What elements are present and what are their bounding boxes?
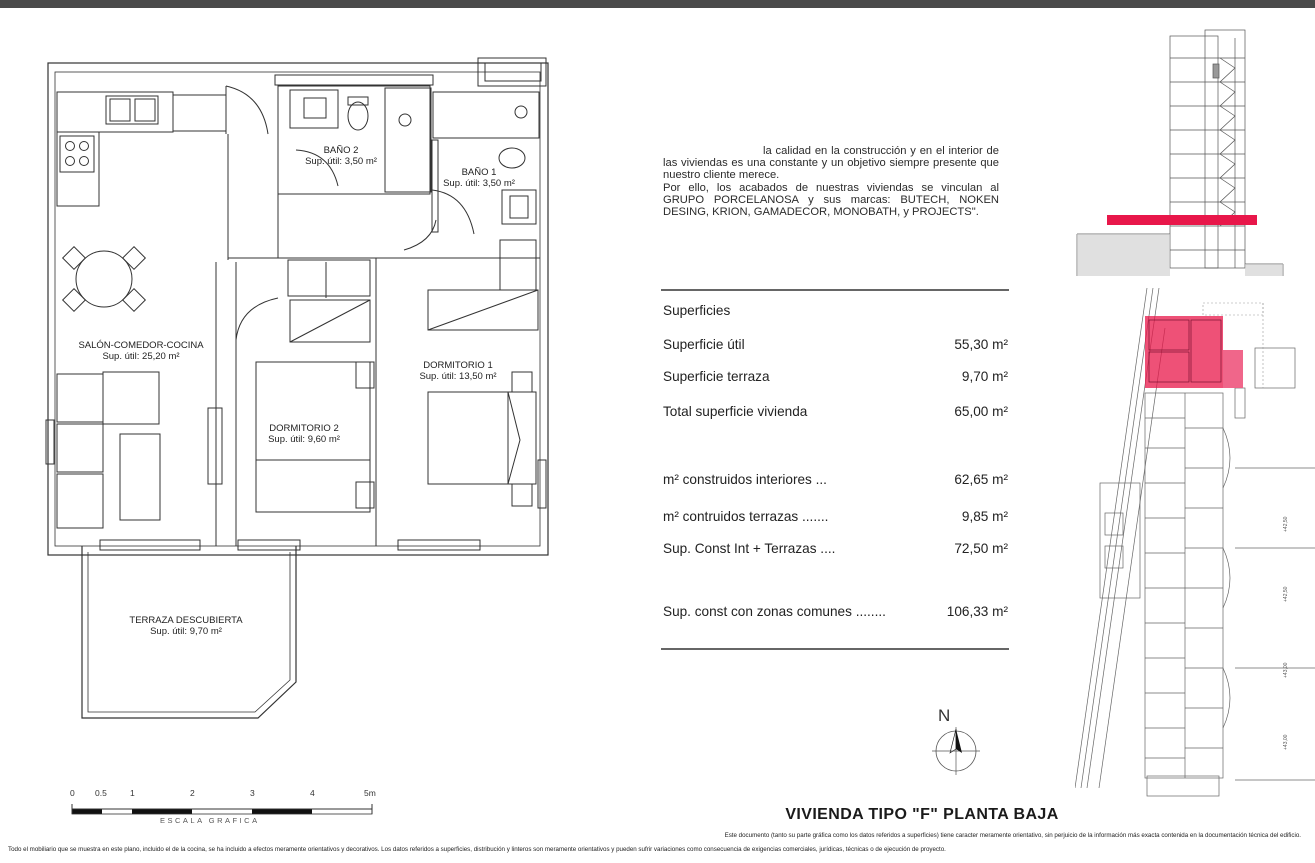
page-title: VIVIENDA TIPO "F" PLANTA BAJA [785, 806, 1059, 823]
scale-tick: 2 [190, 788, 195, 798]
room-area: Sup. útil: 9,60 m² [268, 434, 340, 445]
room-area: Sup. útil: 3,50 m² [443, 178, 515, 189]
site-elevation-label: +43,00 [1283, 662, 1289, 678]
room-area: Sup. útil: 3,50 m² [305, 156, 377, 167]
row-label: Superficie terraza [663, 369, 770, 384]
room-area: Sup. útil: 9,70 m² [150, 626, 222, 637]
site-elevation-label: +43,00 [1283, 734, 1289, 750]
room-name: BAÑO 1 [461, 167, 497, 178]
floor-plan [0, 0, 560, 760]
scale-tick: 0.5 [95, 788, 107, 798]
room-name: DORMITORIO 1 [423, 360, 493, 371]
table-rule [661, 289, 1009, 291]
row-value: 55,30 m² [954, 337, 1008, 352]
scale-tick: 0 [70, 788, 75, 798]
description-line: Por ello, los acabados de nuestras viviendas se vinculan al GRUPO PORCELANOSA y sus marcas: BUTECH, NOKEN DESING, KRION, GAMADECOR, MONOBATH, y PROJECTS". [663, 181, 999, 219]
room-label-terraza [116, 615, 256, 637]
scale-tick: 1 [130, 788, 135, 798]
scale-tick: 4 [310, 788, 315, 798]
surfaces-table [661, 289, 1009, 653]
row-value: 65,00 m² [954, 404, 1008, 419]
row-label: m² contruidos terrazas ....... [663, 509, 829, 524]
room-label-bano1 [434, 167, 524, 189]
row-label: Sup. const con zonas comunes ........ [663, 604, 886, 619]
row-value: 62,65 m² [954, 472, 1008, 487]
row-label: Superficie útil [663, 337, 745, 352]
disclaimer: Este documento (tanto su parte gráfica como los datos referidos a superficies) tiene caracter meramente orientativo, sin perjuicio de la información más exacta contenida en la documentación técnica del edificio. [724, 832, 1301, 839]
description-line: la calidad en la construcción y en el interior de las viviendas es una constante y un objetivo siempre presente que nuestro cliente merece. [663, 145, 999, 182]
scale-caption: ESCALA GRAFICA [160, 816, 260, 825]
scale-tick: 5m [364, 788, 376, 798]
surfaces-heading: Superficies [663, 303, 731, 318]
row-label: Total superficie vivienda [663, 404, 808, 419]
scale-tick: 3 [250, 788, 255, 798]
room-name: SALÓN-COMEDOR-COCINA [78, 340, 204, 351]
row-label: m² construidos interiores ... [663, 472, 827, 487]
disclaimer: Todo el mobiliario que se muestra en este plano, incluido el de la cocina, se ha incluido a efectos meramente orientativos y decorativos. Los datos referidos a superficies, distribución y linteros son meramente orientativos y pueden sufrir variaciones como consecuencia de exigencias comerciales, jurídicas, técnicas o de ejecución de proyecto. [8, 846, 946, 853]
description [663, 145, 999, 218]
site-elevation-label: +42,50 [1283, 516, 1289, 532]
room-area: Sup. útil: 13,50 m² [419, 371, 497, 382]
north-arrow-icon [928, 705, 988, 785]
table-rule [661, 648, 1009, 650]
row-value: 9,85 m² [961, 509, 1008, 524]
room-name: DORMITORIO 2 [269, 423, 339, 434]
north-label: N [938, 706, 951, 725]
room-label-salon [66, 340, 216, 362]
room-label-bano2 [296, 145, 386, 167]
room-label-dorm1 [408, 360, 508, 382]
row-value: 106,33 m² [946, 604, 1008, 619]
row-value: 9,70 m² [961, 369, 1008, 384]
building-elevation [1075, 28, 1285, 278]
room-name: BAÑO 2 [323, 145, 359, 156]
room-area: Sup. útil: 25,20 m² [102, 351, 180, 362]
row-value: 72,50 m² [954, 541, 1008, 556]
room-name: TERRAZA DESCUBIERTA [129, 615, 243, 626]
site-elevation-label: +42,50 [1283, 586, 1289, 602]
site-plan [1075, 288, 1315, 798]
row-label: Sup. Const Int + Terrazas .... [663, 541, 836, 556]
room-label-dorm2 [254, 423, 354, 445]
